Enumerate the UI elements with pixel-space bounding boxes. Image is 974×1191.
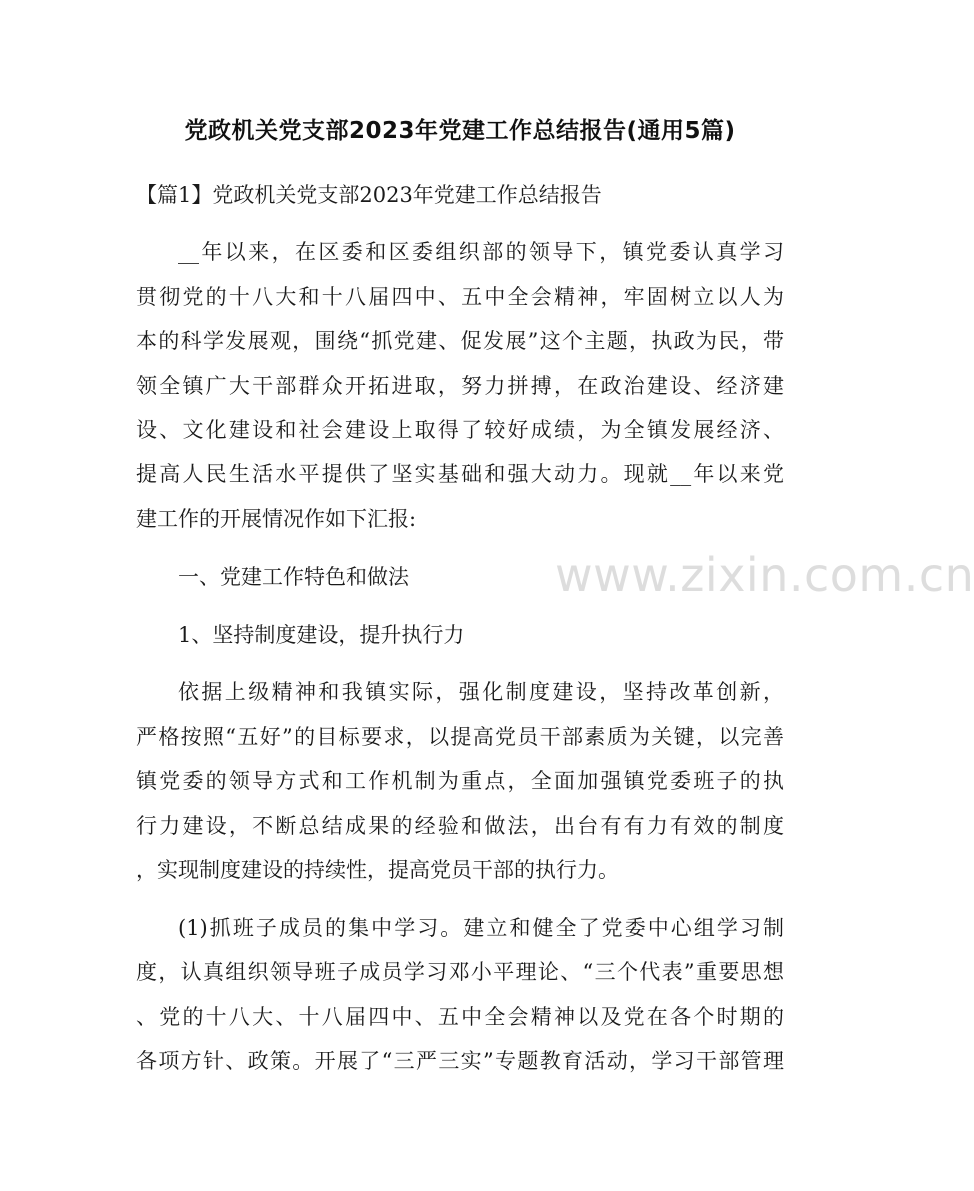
paragraph-line: 严格按照“五好”的目标要求，以提高党员干部素质为关键，以完善 [136, 725, 784, 749]
section-heading: 【篇1】党政机关党支部2023年党建工作总结报告 [136, 183, 602, 207]
paragraph-line: 、党的十八大、十八届四中、五中全会精神以及党在各个时期的 [136, 1005, 784, 1029]
paragraph-line: 设、文化建设和社会建设上取得了较好成绩，为全镇发展经济、 [136, 418, 784, 442]
paragraph-line: 本的科学发展观，围绕“抓党建、促发展”这个主题，执政为民，带 [136, 329, 784, 353]
paragraph-line: 领全镇广大干部群众开拓进取，努力拼搏，在政治建设、经济建 [136, 374, 784, 398]
section-subheading: 一、党建工作特色和做法 [178, 565, 409, 589]
paragraph-line: ，实现制度建设的持续性，提高党员干部的执行力。 [136, 858, 619, 882]
watermark: www.zixin.com.cn [555, 548, 974, 602]
paragraph-line: 提高人民生活水平提供了坚实基础和强大动力。现就__年以来党 [136, 462, 784, 486]
paragraph-line: 度，认真组织领导班子成员学习邓小平理论、“三个代表”重要思想 [136, 960, 784, 984]
document-title: 党政机关党支部2023年党建工作总结报告(通用5篇) [184, 118, 736, 144]
section-subheading: 1、坚持制度建设，提升执行力 [178, 623, 465, 647]
paragraph-line: __年以来，在区委和区委组织部的领导下，镇党委认真学习 [178, 240, 784, 264]
paragraph-line: (1)抓班子成员的集中学习。建立和健全了党委中心组学习制 [178, 916, 784, 940]
paragraph-line: 贯彻党的十八大和十八届四中、五中全会精神，牢固树立以人为 [136, 285, 784, 309]
paragraph-line: 各项方针、政策。开展了“三严三实”专题教育活动，学习干部管理 [136, 1049, 784, 1073]
paragraph-line: 建工作的开展情况作如下汇报: [136, 507, 417, 531]
paragraph-line: 依据上级精神和我镇实际，强化制度建设，坚持改革创新， [178, 680, 784, 704]
paragraph-line: 行力建设，不断总结成果的经验和做法，出台有有力有效的制度 [136, 814, 784, 838]
paragraph-line: 镇党委的领导方式和工作机制为重点，全面加强镇党委班子的执 [136, 769, 784, 793]
